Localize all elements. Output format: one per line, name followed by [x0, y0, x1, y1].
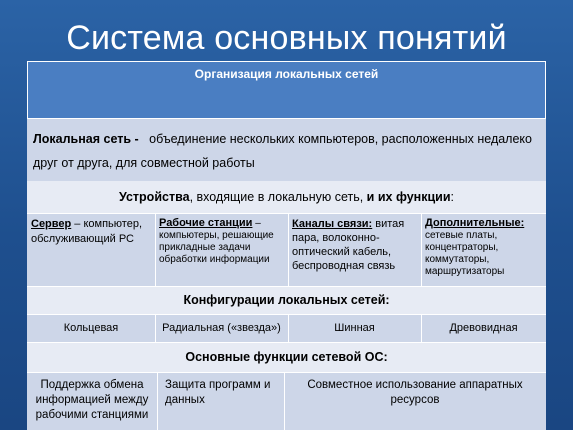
- device-server: [27, 213, 155, 286]
- config-bus: Шинная: [334, 322, 375, 334]
- config-star: Радиальная («звезда»): [162, 322, 281, 334]
- devices-heading-row: [27, 181, 546, 213]
- definition-term: Локальная сеть -: [33, 132, 139, 146]
- configs-row: [27, 314, 546, 342]
- device-workstations: [155, 213, 288, 286]
- devices-heading: [27, 181, 546, 213]
- device-desc: – компьютер, обслуживающий РС: [31, 218, 142, 245]
- os-heading: Основные функции сетевой ОС:: [185, 350, 388, 364]
- device-name: Рабочие станции: [159, 217, 253, 229]
- device-channels: [288, 213, 421, 286]
- concepts-table: [27, 61, 546, 430]
- os-heading-row: [27, 342, 546, 372]
- os-function-exchange: Поддержка обмена информацией между рабочими станциями: [35, 379, 149, 421]
- config-tree: Древовидная: [449, 322, 518, 334]
- os-functions-row: [27, 372, 546, 430]
- device-desc: – компьютеры, решающие прикладные задачи обработки информации: [159, 218, 274, 265]
- device-name: Сервер: [31, 218, 72, 230]
- devices-row: [27, 213, 546, 286]
- device-name: Дополнительные:: [425, 217, 525, 229]
- configs-heading: Конфигурации локальных сетей:: [183, 293, 390, 307]
- device-desc: сетевые платы, концентраторы, коммутаторы, маршрутизаторы: [425, 230, 505, 277]
- devices-heading-part4: :: [450, 190, 455, 204]
- device-name: Каналы связи:: [292, 218, 373, 230]
- config-ring: Кольцевая: [63, 322, 119, 334]
- device-additional: [421, 213, 546, 286]
- definition-cell: [27, 119, 546, 181]
- devices-heading-part2: , входящие в локальную сеть,: [189, 190, 367, 204]
- devices-heading-part1: Устройства: [118, 190, 190, 204]
- configs-heading-row: [27, 286, 546, 314]
- os-function-sharing: Совместное использование аппаратных ресурсов: [307, 379, 523, 406]
- devices-heading-part3: и их функции: [366, 190, 451, 204]
- definition-text: объединение нескольких компьютеров, расположенных недалеко друг от друга, для совместной работы: [33, 132, 532, 170]
- os-function-protection: Защита программ и данных: [165, 379, 271, 406]
- slide-title: Система основных понятий: [66, 19, 507, 57]
- device-desc: витая пара, волоконно-оптический кабель, беспроводная связь: [292, 218, 405, 272]
- table-header: Организация локальных сетей: [27, 61, 546, 119]
